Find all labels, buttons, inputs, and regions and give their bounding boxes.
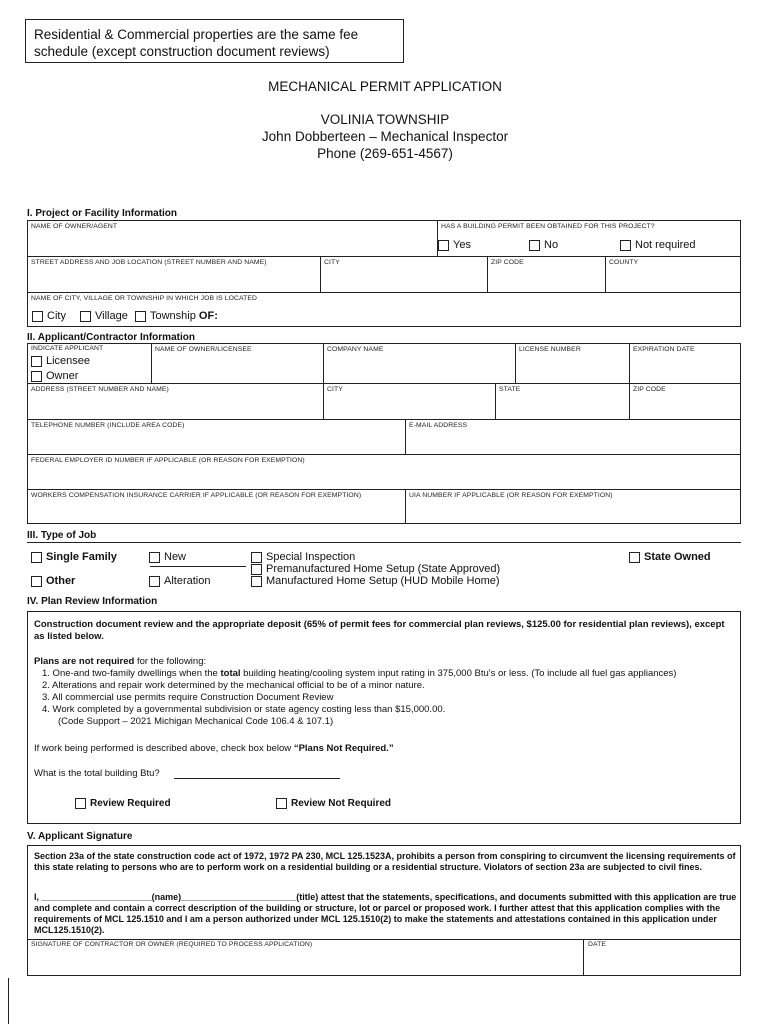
applicant-info-grid: [27, 343, 741, 524]
uia-number-label: UIA NUMBER IF APPLICABLE (OR REASON FOR EXEMPTION): [409, 492, 613, 499]
municipality-label: NAME OF CITY, VILLAGE OR TOWNSHIP IN WHICH JOB IS LOCATED: [31, 295, 258, 302]
date-field[interactable]: [584, 939, 740, 975]
owner-label: Owner: [46, 370, 79, 382]
section-2-title: II. Applicant/Contractor Information: [27, 332, 195, 343]
new-label: New: [164, 551, 187, 563]
manufactured-checkbox[interactable]: [251, 576, 262, 587]
new-checkbox[interactable]: [149, 552, 160, 563]
inspector-name: John Dobberteen – Mechanical Inspector: [261, 129, 509, 144]
municipality-village-option[interactable]: [80, 310, 128, 322]
permit-yes-option[interactable]: [438, 239, 471, 251]
premanufactured-checkbox[interactable]: [251, 564, 262, 575]
expiration-date-label: EXPIRATION DATE: [633, 346, 695, 353]
fee-schedule-note: Residential & Commercial properties are the same fee schedule (except construction document reviews): [25, 19, 404, 63]
section-3-rule: [27, 542, 741, 543]
plan-item-1-start: 1. One-and two-family dwellings when the: [42, 668, 221, 679]
plan-item-4: 4. Work completed by a governmental subdivision or state agency costing less than $15,000.00.: [42, 704, 446, 715]
manufactured-label: Manufactured Home Setup (HUD Mobile Home): [266, 575, 500, 587]
license-number-label: LICENSE NUMBER: [519, 346, 581, 353]
permit-not-required-checkbox[interactable]: [620, 240, 631, 251]
project-info-grid: [27, 220, 741, 327]
date-label: DATE: [588, 941, 607, 948]
municipality-of-label: OF:: [198, 310, 218, 322]
indicate-applicant-label: INDICATE APPLICANT: [31, 345, 104, 352]
review-not-required-checkbox[interactable]: [276, 798, 287, 809]
indicate-applicant-field: [28, 344, 152, 384]
licensee-option[interactable]: [31, 355, 90, 367]
township-name: VOLINIA TOWNSHIP: [320, 112, 450, 127]
other-label: Other: [46, 575, 76, 587]
signature-field[interactable]: [28, 939, 584, 975]
single-family-label: Single Family: [46, 551, 117, 563]
plan-item-1-end: building heating/cooling system input rating in 375,000 Btu's or less. (To include all fuel gas appliances): [240, 668, 677, 679]
company-name-field[interactable]: [324, 344, 516, 384]
special-inspection-checkbox[interactable]: [251, 552, 262, 563]
permit-yes-checkbox[interactable]: [438, 240, 449, 251]
owner-agent-field[interactable]: [28, 221, 438, 257]
review-required-checkbox[interactable]: [75, 798, 86, 809]
btu-answer-line[interactable]: [174, 778, 340, 779]
street-address-field[interactable]: [28, 257, 321, 293]
margin-mark: [8, 978, 9, 1024]
applicant-state-field[interactable]: [496, 384, 630, 420]
workers-comp-label: WORKERS COMPENSATION INSURANCE CARRIER IF APPLICABLE (OR REASON FOR EXEMPTION): [31, 492, 362, 499]
plan-item-2: 2. Alterations and repair work determined by the mechanical official to be of a minor nature.: [42, 680, 425, 691]
permit-no-option[interactable]: [529, 239, 558, 251]
owner-checkbox[interactable]: [31, 371, 42, 382]
permit-obtained-field: [438, 221, 740, 257]
review-not-required-label: Review Not Required: [291, 798, 392, 809]
municipality-village-checkbox[interactable]: [80, 311, 91, 322]
check-instruction: [34, 743, 394, 755]
review-required-label: Review Required: [90, 798, 171, 809]
section-4-title: IV. Plan Review Information: [27, 596, 158, 607]
plans-not-required-rest: for the following:: [134, 656, 207, 667]
alteration-label: Alteration: [164, 575, 211, 587]
applicant-zip-field[interactable]: [630, 384, 740, 420]
plan-item-3: 3. All commercial use permits require Construction Document Review: [42, 692, 334, 703]
municipality-township-label: Township: [150, 310, 196, 322]
special-inspection-label: Special Inspection: [266, 551, 356, 563]
premanufactured-label: Premanufactured Home Setup (State Approved): [266, 563, 501, 575]
applicant-address-field[interactable]: [28, 384, 324, 420]
statute-text: Section 23a of the state construction code act of 1972, 1972 PA 230, MCL 125.1523A, prohibits a person from conspiring to circumvent the licensing requirements of this state relating to persons who are to perform work on a residential building or a residential structure. Violators of section 23a are subjected to civil fines.: [34, 851, 736, 872]
section-3-title: III. Type of Job: [27, 530, 97, 541]
workers-comp-field[interactable]: [28, 490, 406, 523]
fein-field[interactable]: [28, 455, 740, 490]
state-owned-option[interactable]: [629, 551, 711, 563]
applicant-city-field[interactable]: [324, 384, 496, 420]
check-instruction-bold: “Plans Not Required.”: [293, 743, 394, 754]
expiration-date-field[interactable]: [630, 344, 740, 384]
alteration-option[interactable]: [149, 575, 210, 587]
form-title: MECHANICAL PERMIT APPLICATION: [268, 79, 502, 94]
licensee-label: Licensee: [46, 355, 91, 367]
permit-not-required-option[interactable]: [620, 239, 696, 251]
new-option[interactable]: [149, 551, 186, 563]
municipality-township-option[interactable]: [135, 310, 218, 322]
municipality-city-option[interactable]: [32, 310, 66, 322]
plans-not-required-bold: Plans are not required: [34, 656, 135, 667]
county-label: COUNTY: [609, 259, 639, 266]
deposit-text: Construction document review and the appropriate deposit (65% of permit fees for commercial plan reviews, $125.00 for residential plan reviews), except as listed below.: [34, 619, 725, 642]
code-support: (Code Support – 2021 Michigan Mechanical Code 106.4 & 107.1): [58, 716, 334, 727]
owner-agent-label: NAME OF OWNER/AGENT: [31, 223, 118, 230]
signature-label: SIGNATURE OF CONTRACTOR OR OWNER (REQUIRED TO PROCESS APPLICATION): [31, 941, 313, 948]
municipality-village-label: Village: [95, 310, 128, 322]
single-family-checkbox[interactable]: [31, 552, 42, 563]
btu-question: What is the total building Btu?: [34, 768, 160, 779]
section-1-title: I. Project or Facility Information: [27, 208, 178, 219]
permit-no-checkbox[interactable]: [529, 240, 540, 251]
state-owned-label: State Owned: [644, 551, 711, 563]
applicant-city-label: CITY: [327, 386, 343, 393]
applicant-state-label: STATE: [499, 386, 521, 393]
county-field[interactable]: [606, 257, 740, 293]
alteration-checkbox[interactable]: [149, 576, 160, 587]
fein-label: FEDERAL EMPLOYER ID NUMBER IF APPLICABLE (OR REASON FOR EXEMPTION): [31, 457, 305, 464]
state-owned-checkbox[interactable]: [629, 552, 640, 563]
plan-item-1-bold: total: [220, 668, 241, 679]
other-option[interactable]: [31, 575, 75, 587]
plan-review-box: [27, 611, 741, 824]
review-not-required-option[interactable]: [276, 798, 391, 809]
permit-not-required-label: Not required: [635, 239, 696, 251]
street-address-label: STREET ADDRESS AND JOB LOCATION (STREET NUMBER AND NAME): [31, 259, 267, 266]
telephone-label: TELEPHONE NUMBER (INCLUDE AREA CODE): [31, 422, 185, 429]
job-zip-field[interactable]: [488, 257, 606, 293]
permit-yes-label: Yes: [453, 239, 471, 251]
other-checkbox[interactable]: [31, 576, 42, 587]
job-type-divider: [150, 566, 246, 567]
company-name-label: COMPANY NAME: [327, 346, 384, 353]
job-city-field[interactable]: [321, 257, 488, 293]
telephone-field[interactable]: [28, 420, 406, 455]
manufactured-option[interactable]: [251, 575, 500, 587]
owner-option[interactable]: [31, 370, 78, 382]
uia-number-field[interactable]: [406, 490, 740, 523]
permit-question-label: HAS A BUILDING PERMIT BEEN OBTAINED FOR THIS PROJECT?: [441, 223, 655, 230]
applicant-address-label: ADDRESS (STREET NUMBER AND NAME): [31, 386, 169, 393]
permit-no-label: No: [544, 239, 559, 251]
applicant-zip-label: ZIP CODE: [633, 386, 666, 393]
municipality-city-checkbox[interactable]: [32, 311, 43, 322]
special-inspection-option[interactable]: [251, 551, 355, 563]
licensee-checkbox[interactable]: [31, 356, 42, 367]
check-instruction-text: If work being performed is described above, check box below: [34, 743, 294, 754]
review-required-option[interactable]: [75, 798, 171, 809]
plans-not-required-intro: [34, 656, 734, 668]
job-city-label: CITY: [324, 259, 340, 266]
license-number-field[interactable]: [516, 344, 630, 384]
inspector-phone: Phone (269-651-4567): [317, 146, 453, 161]
premanufactured-option[interactable]: [251, 563, 500, 575]
owner-licensee-field[interactable]: [152, 344, 324, 384]
email-field[interactable]: [406, 420, 740, 455]
plan-item-1: [42, 668, 732, 680]
signature-box: [27, 845, 741, 976]
attestation-text: I, ______________________(name)_______________________(title) attest that the statements, specifications, and documents submitted with this application are true and complete and contain a correct description of the building or structure, lot or parcel or proposed work. I further attest that this application complies with the requirements of MCL 125.1510 and I am a person authorized under MCL 125.1510(2) to make the statements and attestations contained in this application under MCL125.1510(2).: [34, 892, 737, 935]
municipality-township-checkbox[interactable]: [135, 311, 146, 322]
municipality-field: [28, 293, 740, 326]
owner-licensee-label: NAME OF OWNER/LICENSEE: [155, 346, 252, 353]
job-zip-label: ZIP CODE: [491, 259, 524, 266]
email-label: E-MAIL ADDRESS: [409, 422, 468, 429]
section-5-title: V. Applicant Signature: [27, 831, 133, 842]
single-family-option[interactable]: [31, 551, 117, 563]
municipality-city-label: City: [47, 310, 66, 322]
